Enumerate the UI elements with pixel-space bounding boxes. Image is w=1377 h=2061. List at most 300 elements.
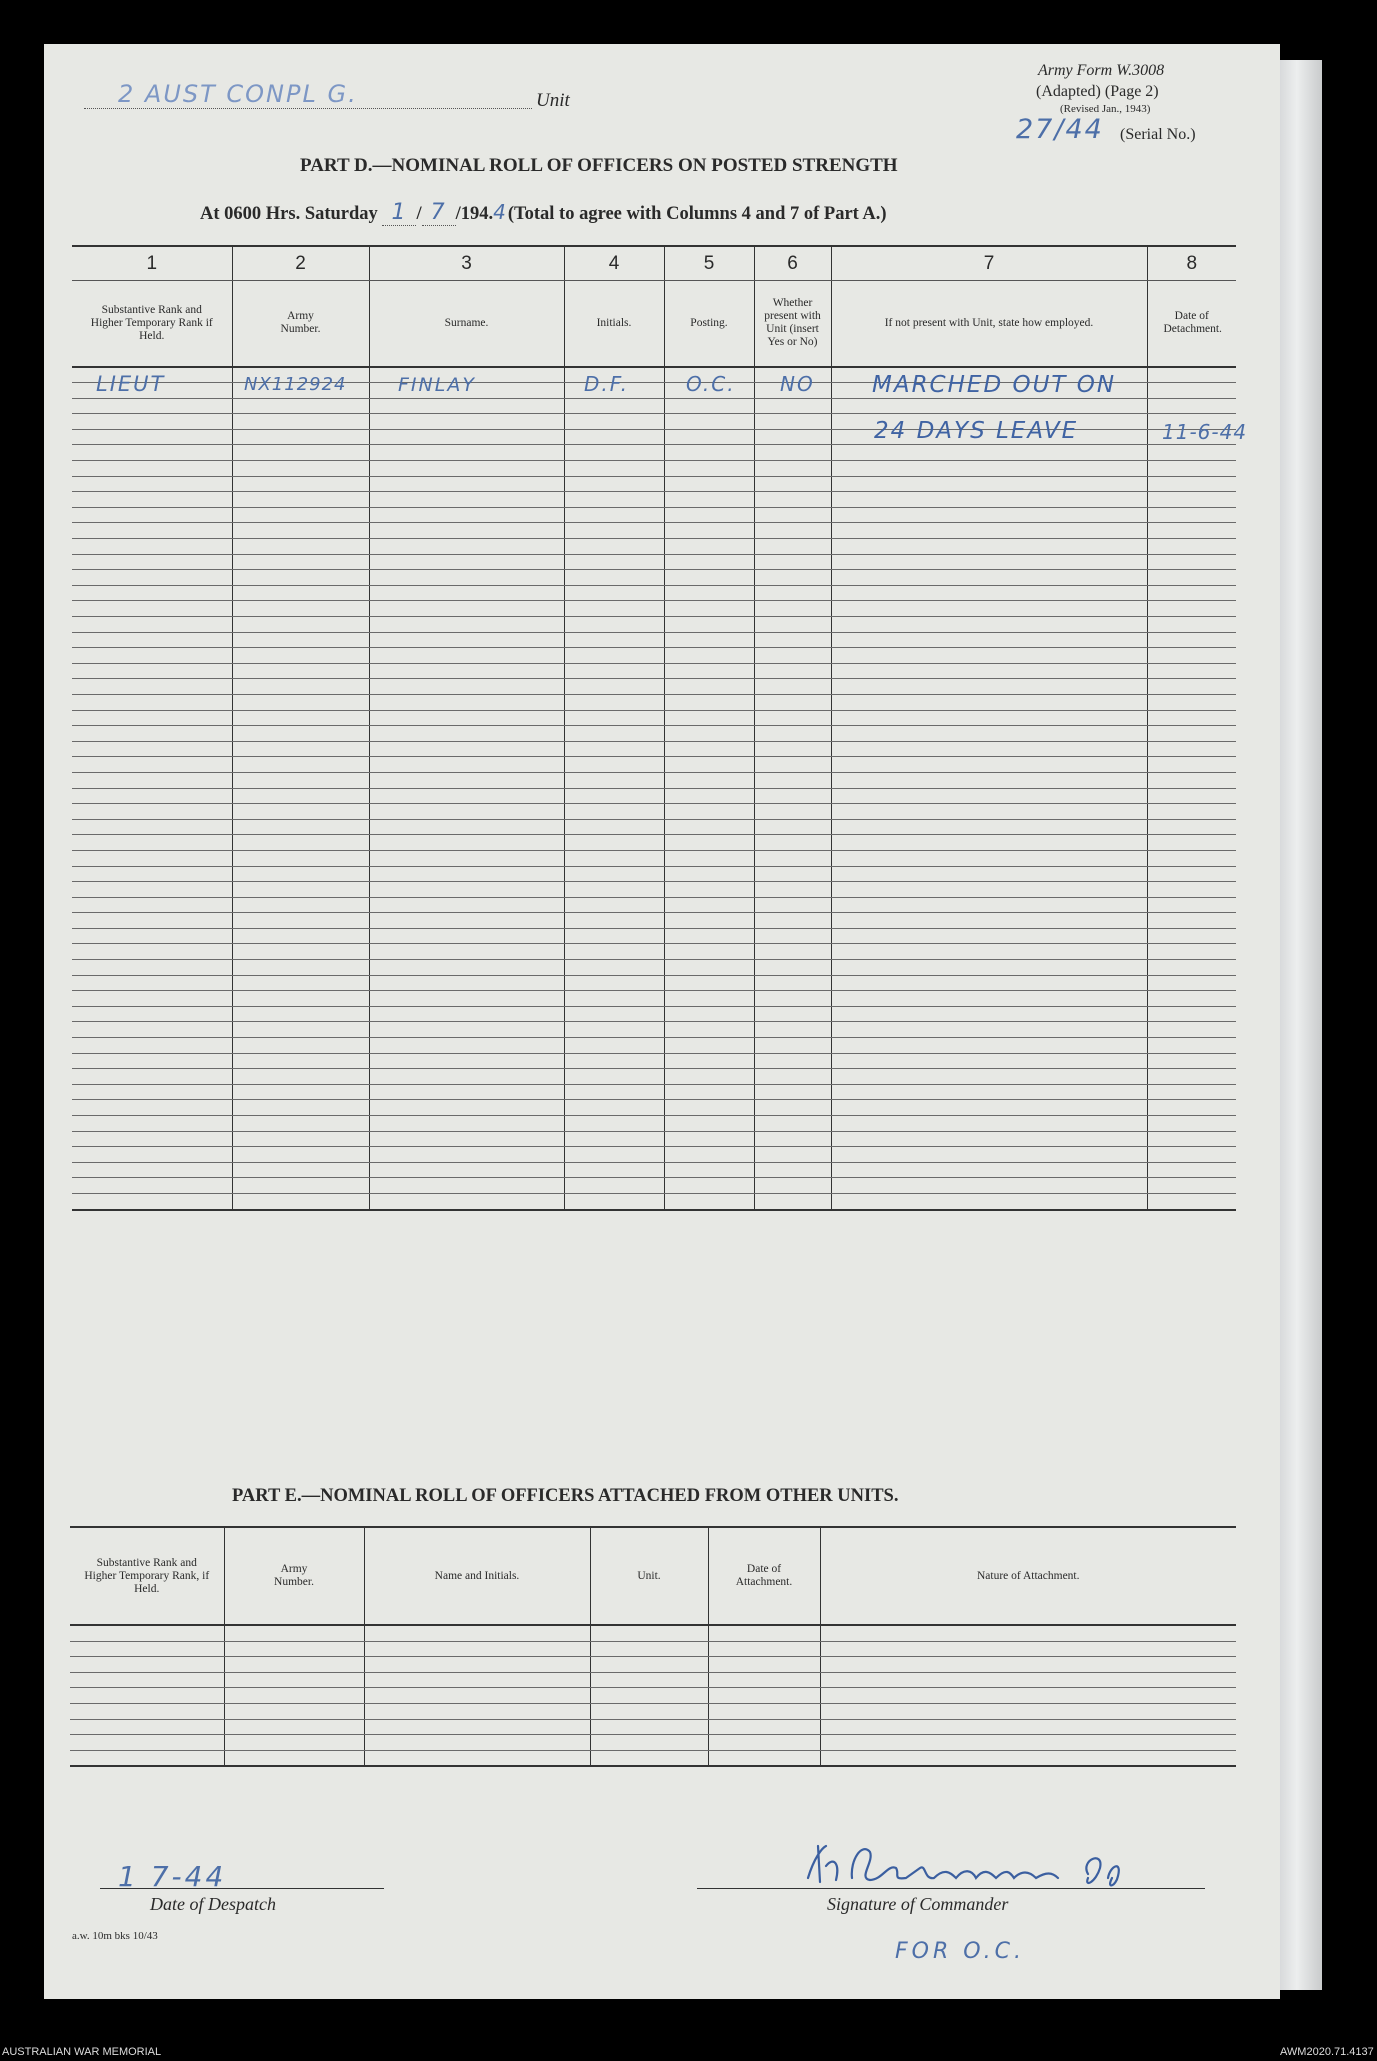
table-cell — [1147, 1131, 1236, 1147]
table-cell — [564, 882, 664, 898]
table-cell — [70, 1750, 224, 1766]
table-cell — [820, 1703, 1236, 1719]
table-cell — [232, 913, 369, 929]
table-row — [72, 1193, 1236, 1209]
table-cell — [754, 476, 831, 492]
table-cell — [1147, 1100, 1236, 1116]
table-cell — [232, 476, 369, 492]
table-cell — [364, 1703, 590, 1719]
table-cell — [664, 570, 754, 586]
table-cell — [369, 539, 564, 555]
table-cell — [72, 928, 232, 944]
table-row — [72, 835, 1236, 851]
table-cell — [1147, 944, 1236, 960]
table-cell — [754, 772, 831, 788]
table-cell — [232, 897, 369, 913]
table-cell — [831, 772, 1147, 788]
table-cell — [664, 694, 754, 710]
table-cell — [232, 788, 369, 804]
table-cell — [72, 617, 232, 633]
despatch-label: Date of Despatch — [150, 1894, 276, 1914]
table-cell — [70, 1703, 224, 1719]
table-cell — [564, 601, 664, 617]
table-cell — [564, 960, 664, 976]
commander-signature — [800, 1838, 1200, 1892]
table-cell — [72, 1022, 232, 1038]
table-cell — [664, 554, 754, 570]
signature-label: Signature of Commander — [827, 1894, 1009, 1914]
table-cell — [754, 523, 831, 539]
table-cell — [831, 960, 1147, 976]
table-cell — [754, 570, 831, 586]
table-cell — [70, 1672, 224, 1688]
table-row — [70, 1688, 1236, 1704]
table-cell — [754, 679, 831, 695]
entry-rank: LIEUT — [96, 372, 166, 396]
table-cell — [232, 414, 369, 430]
table-cell — [72, 991, 232, 1007]
table-cell — [232, 1100, 369, 1116]
table-cell — [754, 1100, 831, 1116]
table-cell — [1147, 850, 1236, 866]
col-number: 5 — [664, 246, 754, 281]
table-cell — [1147, 617, 1236, 633]
table-cell — [754, 1053, 831, 1069]
table-cell — [831, 648, 1147, 664]
table-cell — [232, 804, 369, 820]
table-cell — [369, 1193, 564, 1209]
table-row — [70, 1735, 1236, 1751]
table-cell — [232, 1038, 369, 1054]
date-month: 7 — [430, 200, 447, 225]
table-cell — [364, 1657, 590, 1673]
table-cell — [664, 601, 754, 617]
table-cell — [754, 1022, 831, 1038]
table-cell — [664, 429, 754, 445]
table-cell — [664, 882, 754, 898]
table-cell — [369, 882, 564, 898]
table-cell — [232, 960, 369, 976]
table-cell — [708, 1641, 820, 1657]
table-cell — [364, 1750, 590, 1766]
table-cell — [1147, 523, 1236, 539]
table-cell — [369, 788, 564, 804]
part-d-rows — [72, 367, 1236, 1210]
table-cell — [664, 1131, 754, 1147]
table-cell — [831, 1147, 1147, 1163]
table-cell — [1147, 897, 1236, 913]
table-cell — [369, 1038, 564, 1054]
table-cell — [564, 429, 664, 445]
table-cell — [708, 1719, 820, 1735]
col-number: 2 — [232, 246, 369, 281]
table-cell — [369, 492, 564, 508]
table-cell — [831, 850, 1147, 866]
table-cell — [72, 429, 232, 445]
header-present: Whether present with Unit (insert Yes or No) — [754, 281, 831, 367]
table-cell — [369, 523, 564, 539]
table-cell — [564, 1100, 664, 1116]
table-cell — [664, 913, 754, 929]
table-cell — [664, 461, 754, 477]
table-cell — [664, 726, 754, 742]
table-cell — [224, 1625, 364, 1641]
table-cell — [232, 882, 369, 898]
table-cell — [232, 632, 369, 648]
header-army-number: Army Number. — [232, 281, 369, 367]
table-cell — [1147, 1178, 1236, 1194]
table-cell — [664, 398, 754, 414]
entry-army-number: NX112924 — [244, 374, 347, 395]
table-cell — [70, 1625, 224, 1641]
despatch-value: 1 7-44 — [118, 1860, 227, 1893]
table-cell — [664, 492, 754, 508]
table-cell — [831, 476, 1147, 492]
table-cell — [232, 461, 369, 477]
table-cell — [224, 1641, 364, 1657]
table-cell — [1147, 601, 1236, 617]
table-row — [72, 523, 1236, 539]
header-army-number: Army Number. — [224, 1527, 364, 1625]
table-cell — [754, 461, 831, 477]
table-cell — [754, 1178, 831, 1194]
table-row — [72, 461, 1236, 477]
table-row — [72, 679, 1236, 695]
table-row — [72, 507, 1236, 523]
table-cell — [369, 679, 564, 695]
table-cell — [831, 1100, 1147, 1116]
table-cell — [831, 741, 1147, 757]
table-cell — [564, 819, 664, 835]
table-cell — [664, 632, 754, 648]
table-row — [72, 539, 1236, 555]
table-cell — [831, 461, 1147, 477]
table-row — [70, 1672, 1236, 1688]
table-row — [72, 1038, 1236, 1054]
table-cell — [664, 617, 754, 633]
table-row — [72, 772, 1236, 788]
table-row — [72, 632, 1236, 648]
table-row — [72, 554, 1236, 570]
table-cell — [590, 1719, 708, 1735]
table-row — [72, 1162, 1236, 1178]
table-cell — [754, 445, 831, 461]
table-cell — [564, 398, 664, 414]
unit-value: 2 AUST CONPL G. — [118, 80, 358, 108]
table-cell — [72, 523, 232, 539]
table-cell — [232, 398, 369, 414]
table-cell — [820, 1750, 1236, 1766]
table-cell — [831, 1038, 1147, 1054]
table-cell — [564, 1038, 664, 1054]
table-cell — [1147, 398, 1236, 414]
table-cell — [831, 726, 1147, 742]
table-cell — [831, 539, 1147, 555]
table-cell — [754, 835, 831, 851]
table-cell — [369, 897, 564, 913]
table-cell — [369, 1069, 564, 1085]
table-cell — [754, 585, 831, 601]
table-cell — [232, 975, 369, 991]
table-cell — [369, 975, 564, 991]
table-cell — [820, 1625, 1236, 1641]
entry-detachment-date: 11-6-44 — [1162, 420, 1248, 444]
table-cell — [364, 1625, 590, 1641]
table-cell — [369, 1006, 564, 1022]
table-cell — [369, 991, 564, 1007]
table-cell — [369, 1084, 564, 1100]
table-cell — [224, 1750, 364, 1766]
table-cell — [590, 1750, 708, 1766]
underlying-page-edge — [1280, 60, 1322, 1990]
table-row — [72, 975, 1236, 991]
table-cell — [232, 617, 369, 633]
table-cell — [1147, 960, 1236, 976]
table-cell — [564, 991, 664, 1007]
table-cell — [831, 1178, 1147, 1194]
table-cell — [664, 1116, 754, 1132]
table-cell — [1147, 1116, 1236, 1132]
table-cell — [1147, 866, 1236, 882]
table-cell — [831, 1162, 1147, 1178]
for-oc: FOR O.C. — [895, 1939, 1026, 1964]
table-cell — [232, 507, 369, 523]
table-cell — [1147, 1053, 1236, 1069]
header-rank: Substantive Rank and Higher Temporary Rank if Held. — [72, 281, 232, 367]
table-cell — [369, 663, 564, 679]
table-cell — [72, 461, 232, 477]
table-cell — [831, 1069, 1147, 1085]
table-cell — [831, 507, 1147, 523]
table-cell — [70, 1688, 224, 1704]
part-d-column-numbers — [72, 246, 1236, 281]
table-cell — [564, 913, 664, 929]
table-cell — [590, 1688, 708, 1704]
table-cell — [369, 710, 564, 726]
table-cell — [232, 757, 369, 773]
table-cell — [564, 1116, 664, 1132]
table-cell — [754, 663, 831, 679]
table-cell — [369, 1162, 564, 1178]
table-cell — [369, 1022, 564, 1038]
table-cell — [72, 1053, 232, 1069]
table-row — [72, 1131, 1236, 1147]
table-cell — [831, 944, 1147, 960]
archive-caption-right: AWM2020.71.4137 — [1280, 2046, 1374, 2058]
table-row — [72, 944, 1236, 960]
table-row — [72, 492, 1236, 508]
table-cell — [664, 772, 754, 788]
table-cell — [754, 1069, 831, 1085]
table-cell — [754, 617, 831, 633]
table-cell — [72, 804, 232, 820]
table-cell — [564, 554, 664, 570]
table-cell — [664, 663, 754, 679]
table-cell — [831, 866, 1147, 882]
table-cell — [72, 539, 232, 555]
table-row — [72, 445, 1236, 461]
table-cell — [664, 835, 754, 851]
entry-initials: D.F. — [584, 372, 630, 396]
table-cell — [232, 1069, 369, 1085]
table-cell — [232, 523, 369, 539]
table-cell — [831, 804, 1147, 820]
table-cell — [232, 1022, 369, 1038]
table-cell — [232, 492, 369, 508]
table-cell — [664, 1069, 754, 1085]
table-cell — [831, 1022, 1147, 1038]
table-cell — [831, 585, 1147, 601]
table-row — [72, 897, 1236, 913]
table-row — [70, 1719, 1236, 1735]
table-cell — [664, 928, 754, 944]
table-cell — [564, 1069, 664, 1085]
table-cell — [1147, 1162, 1236, 1178]
date-year-digit: 4 — [493, 200, 508, 224]
table-cell — [369, 757, 564, 773]
table-cell — [72, 1084, 232, 1100]
table-cell — [369, 601, 564, 617]
table-cell — [564, 492, 664, 508]
table-cell — [232, 1147, 369, 1163]
table-cell — [664, 897, 754, 913]
table-cell — [369, 804, 564, 820]
table-cell — [708, 1735, 820, 1751]
table-cell — [754, 601, 831, 617]
entry-present: NO — [780, 372, 815, 396]
table-cell — [232, 991, 369, 1007]
table-cell — [72, 554, 232, 570]
table-cell — [708, 1625, 820, 1641]
table-cell — [831, 445, 1147, 461]
table-cell — [369, 913, 564, 929]
table-cell — [72, 476, 232, 492]
table-cell — [664, 960, 754, 976]
table-cell — [72, 663, 232, 679]
table-cell — [369, 398, 564, 414]
table-cell — [72, 585, 232, 601]
table-cell — [754, 1147, 831, 1163]
table-cell — [369, 1116, 564, 1132]
serial-label: (Serial No.) — [1120, 126, 1196, 143]
table-cell — [664, 991, 754, 1007]
table-cell — [708, 1657, 820, 1673]
table-cell — [232, 1116, 369, 1132]
table-cell — [232, 648, 369, 664]
table-cell — [72, 710, 232, 726]
part-d-title: PART D.—NOMINAL ROLL OF OFFICERS ON POSTED STRENGTH — [300, 155, 898, 176]
table-cell — [664, 866, 754, 882]
table-cell — [831, 679, 1147, 695]
table-row — [72, 585, 1236, 601]
table-cell — [369, 445, 564, 461]
table-cell — [590, 1625, 708, 1641]
table-cell — [831, 601, 1147, 617]
col-number: 8 — [1147, 246, 1236, 281]
table-cell — [232, 1084, 369, 1100]
table-row — [72, 570, 1236, 586]
table-cell — [72, 1100, 232, 1116]
table-cell — [72, 1131, 232, 1147]
table-cell — [664, 850, 754, 866]
col-number: 1 — [72, 246, 232, 281]
table-cell — [232, 866, 369, 882]
table-cell — [664, 819, 754, 835]
table-row — [72, 648, 1236, 664]
table-cell — [72, 632, 232, 648]
table-cell — [664, 476, 754, 492]
table-cell — [1147, 383, 1236, 399]
table-cell — [754, 991, 831, 1007]
table-cell — [754, 850, 831, 866]
table-cell — [664, 1100, 754, 1116]
table-cell — [72, 726, 232, 742]
table-cell — [72, 757, 232, 773]
table-cell — [708, 1750, 820, 1766]
table-cell — [754, 913, 831, 929]
table-cell — [664, 523, 754, 539]
table-cell — [564, 928, 664, 944]
table-cell — [754, 960, 831, 976]
table-cell — [564, 866, 664, 882]
archive-caption-left: AUSTRALIAN WAR MEMORIAL — [2, 2046, 162, 2058]
table-cell — [72, 1038, 232, 1054]
part-e-rows — [70, 1625, 1236, 1766]
table-row — [72, 1084, 1236, 1100]
date-day: 1 — [391, 200, 408, 225]
table-cell — [754, 944, 831, 960]
table-cell — [232, 850, 369, 866]
table-row — [70, 1625, 1236, 1641]
table-row — [72, 1116, 1236, 1132]
table-cell — [564, 835, 664, 851]
table-cell — [364, 1641, 590, 1657]
table-cell — [564, 850, 664, 866]
table-cell — [664, 1084, 754, 1100]
table-cell — [72, 819, 232, 835]
table-cell — [369, 648, 564, 664]
table-cell — [564, 726, 664, 742]
table-cell — [831, 928, 1147, 944]
table-cell — [232, 601, 369, 617]
header-initials: Initials. — [564, 281, 664, 367]
table-cell — [72, 398, 232, 414]
table-cell — [232, 944, 369, 960]
table-row — [72, 663, 1236, 679]
table-cell — [664, 1006, 754, 1022]
table-cell — [564, 1006, 664, 1022]
table-cell — [369, 1053, 564, 1069]
table-cell — [564, 445, 664, 461]
table-row — [72, 866, 1236, 882]
table-cell — [232, 1178, 369, 1194]
entry-surname: FINLAY — [398, 374, 476, 396]
table-cell — [72, 882, 232, 898]
table-cell — [224, 1657, 364, 1673]
table-cell — [1147, 1193, 1236, 1209]
table-cell — [72, 944, 232, 960]
table-cell — [664, 1022, 754, 1038]
table-row — [72, 1100, 1236, 1116]
table-cell — [1147, 788, 1236, 804]
table-cell — [831, 991, 1147, 1007]
table-cell — [754, 866, 831, 882]
table-cell — [831, 617, 1147, 633]
table-row — [72, 850, 1236, 866]
table-cell — [564, 539, 664, 555]
table-cell — [754, 1038, 831, 1054]
table-cell — [1147, 1006, 1236, 1022]
